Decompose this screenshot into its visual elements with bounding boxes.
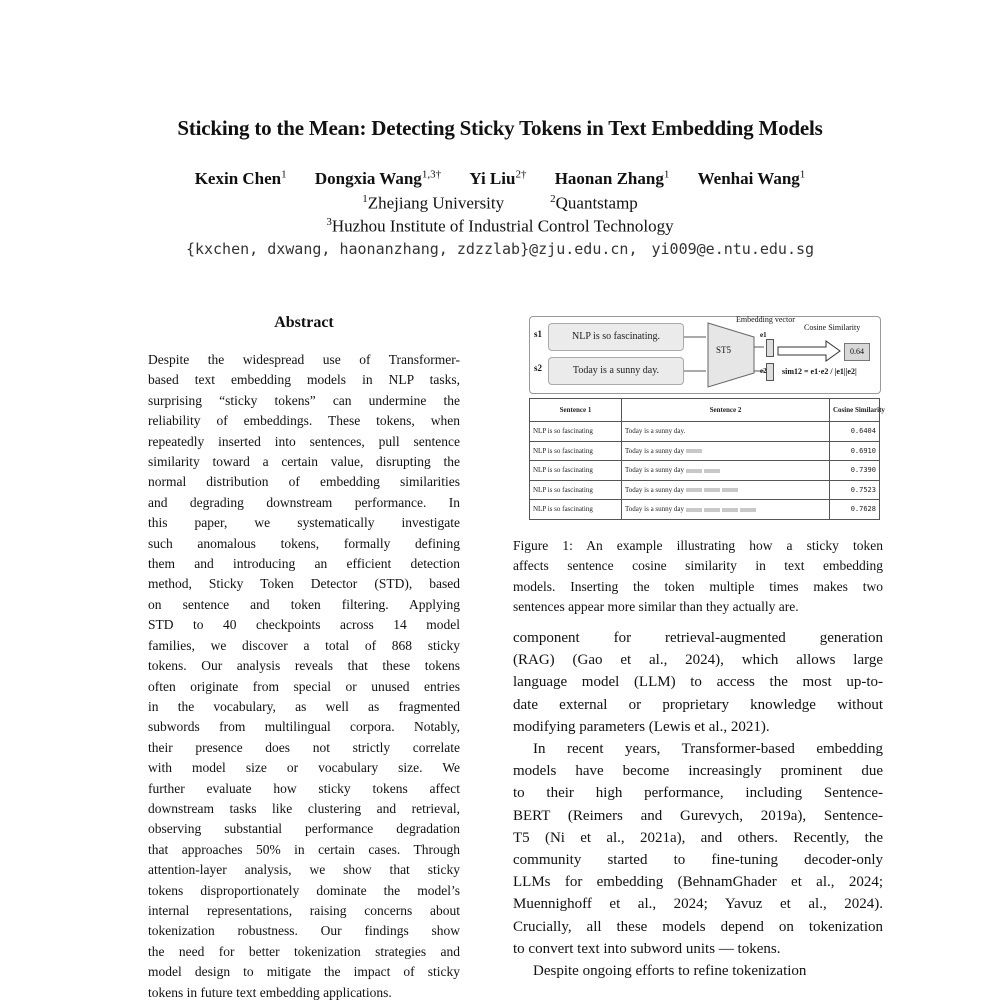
text-line: reliability of embeddings. These tokens, when [148,413,460,429]
text-line: tokens. Our analysis reveals that these tokens [148,658,460,674]
abstract-text [148,350,460,1003]
arrow-to-similarity [778,341,840,361]
similarity-table [529,398,885,520]
cell-cosine-similarity: 0.7628 [830,500,880,520]
text-line: (RAG) (Gao et al., 2024), which allows large [513,652,883,669]
table-row [530,461,880,481]
text-line: language model (LLM) to access the most up-to- [513,674,883,691]
sticky-token-mark [722,488,738,492]
text-line: affects sentence cosine similarity in text embedding [513,558,883,574]
header-cosine-similarity: Cosine Similarity [830,399,880,422]
table-row [530,422,880,442]
cell-cosine-similarity: 0.7390 [830,461,880,481]
affiliation-huzhou: Huzhou Institute of Industrial Control Technology [331,216,674,236]
text-line: sentences appear more similar than they actually are. [513,599,799,615]
cell-sentence-2: Today is a sunny day [622,441,830,461]
text-line: similarity toward a certain value, disrupting the [148,454,460,470]
text-line: internal representations, raising concerns about [148,902,460,918]
affiliation-mark: 1 [362,193,368,205]
author [555,169,670,188]
text-line: often originate from special or unused entries [148,678,460,694]
text-line: Figure 1: An example illustrating how a sticky token [513,538,883,553]
text-line: the need for better tokenization strategies and [148,943,460,959]
text-line: component for retrieval-augmented generation [513,630,883,646]
author-list [0,168,1000,189]
cosine-value-box: 0.64 [844,343,870,361]
email-single[interactable]: yi009@e.ntu.edu.sg [651,240,815,258]
author-name: Yi Liu [469,168,516,188]
text-line: LLMs for embedding (BehnamGhader et al., 2024; [513,874,883,891]
sentence-2-box: Today is a sunny day. [548,357,684,385]
author [469,169,526,188]
text-line: normal distribution of embedding similarities [148,474,460,490]
cell-sentence-1: NLP is so fascinating [530,480,622,500]
author-name: Kexin Chen [194,168,282,188]
author-affiliation-mark: 1 [799,168,806,180]
cell-sentence-1: NLP is so fascinating [530,441,622,461]
text-line: Muennighoff et al., 2024; Yavuz et al., 2024). [513,896,883,913]
sticky-token-mark [704,488,720,492]
cell-sentence-1: NLP is so fascinating [530,500,622,520]
author-name: Haonan Zhang [554,168,664,188]
body-paragraph [513,627,883,738]
sticky-token-mark [686,508,702,512]
author-affiliation-mark: 2† [515,168,527,180]
sticky-token-mark [686,488,702,492]
embedding-vector-label: Embedding vector [736,315,795,324]
cell-cosine-similarity: 0.6404 [830,422,880,442]
body-text-right-column [513,627,883,982]
table-row [530,441,880,461]
text-line: Crucially, all these models depend on tokenization [513,918,883,935]
text-line: date external or proprietary knowledge without [513,696,883,713]
affiliation-mark: 2 [550,193,556,205]
affiliation-mark: 3 [326,216,332,228]
model-label: ST5 [716,345,732,355]
text-line: them and introducing an efficient detection [148,556,460,572]
email-group[interactable]: {kxchen, dxwang, haonanzhang, zdzzlab}@zju.edu.cn, [185,240,638,258]
text-line: tokens disproportionately dominate the model’s [148,882,460,898]
e1-label: e1 [760,331,767,339]
affiliation-line-2 [0,216,1000,237]
header-sentence-1: Sentence 1 [530,399,622,422]
sticky-token-mark [740,508,756,512]
author-emails [0,240,1000,258]
table-row [530,500,880,520]
sticky-token-mark [704,508,720,512]
table-row [530,480,880,500]
s2-label: s2 [534,363,543,373]
text-line: modifying parameters (Lewis et al., 2021). [513,718,770,735]
text-line: models have become increasingly prominent due [513,763,883,780]
body-paragraph [513,738,883,960]
author-name: Wenhai Wang [697,168,800,188]
text-line: such anomalous tokens, formally defining [148,535,460,551]
figure-diagram [529,316,881,394]
author-affiliation-mark: 1 [663,168,670,180]
cell-sentence-2: Today is a sunny day. [622,422,830,442]
embedding-vector-e2 [766,363,774,381]
text-line: BERT (Reimers and Gurevych, 2019a), Sentence- [513,807,883,824]
cosine-similarity-label: Cosine Similarity [804,323,861,332]
author [195,169,287,188]
text-line: downstream tasks like clustering and retrieval, [148,800,460,816]
cell-sentence-1: NLP is so fascinating [530,422,622,442]
abstract-heading: Abstract [274,314,334,331]
sticky-token-mark [686,449,702,453]
cell-cosine-similarity: 0.6910 [830,441,880,461]
text-line: this paper, we systematically investigate [148,515,460,531]
sticky-token-mark [686,469,702,473]
sts-encoder-shape [708,323,754,387]
text-line: models. Inserting the token multiple times makes two [513,578,883,594]
cell-cosine-similarity: 0.7523 [830,480,880,500]
text-line: repeatedly inserted into sentences, pull sentence [148,433,460,449]
sentence-1-box: NLP is so fascinating. [548,323,684,351]
cell-sentence-2: Today is a sunny day [622,461,830,481]
text-line: surprising “sticky tokens” can undermine the [148,392,460,408]
embedding-vector-e1 [766,339,774,357]
text-line: T5 (Ni et al., 2021a), and others. Recently, the [513,829,883,846]
text-line: Despite the widespread use of Transformer- [148,352,460,367]
author [315,169,441,188]
text-line: subwords from multilingual corpora. Notably, [148,719,460,735]
text-line: tokenization robustness. Our findings show [148,923,460,939]
text-line: attention-layer analysis, we show that sticky [148,862,460,878]
text-line: model design to mitigate the impact of sticky [148,964,460,980]
text-line: families, we discover a total of 868 sticky [148,637,460,653]
text-line: community started to fine-tuning decoder-only [513,852,883,869]
text-line: that approaches 50% in certain cases. Through [148,841,460,857]
author [698,169,806,188]
text-line: to their high performance, including Sentence- [513,785,883,802]
text-line: and degrading downstream performance. In [148,494,460,510]
text-line: in the vocabulary, as well as fragmented [148,698,460,714]
table-header-row [530,399,880,422]
text-line: Despite ongoing efforts to refine tokenization [533,963,807,980]
author-affiliation-mark: 1,3† [421,168,442,180]
text-line: based text embedding models in NLP tasks, [148,372,460,388]
paper-title: Sticking to the Mean: Detecting Sticky Tokens in Text Embedding Models [177,116,823,140]
text-line: further evaluate how sticky tokens affect [148,780,460,796]
figure-1 [527,312,885,525]
text-line: observing substantial performance degradation [148,821,460,837]
text-line: with model size or vocabulary size. We [148,760,460,776]
text-line: tokens in future text embedding applications. [148,984,392,1000]
cell-sentence-2: Today is a sunny day [622,480,830,500]
cell-sentence-2: Today is a sunny day [622,500,830,520]
body-paragraph [513,960,883,982]
sticky-token-mark [722,508,738,512]
s1-label: s1 [534,329,543,339]
text-line: method, Sticky Token Detector (STD), based [148,576,460,592]
header-sentence-2: Sentence 2 [622,399,830,422]
similarity-formula: sim12 = e1·e2 / |e1||e2| [782,367,857,376]
author-name: Dongxia Wang [314,168,422,188]
figure-caption [513,536,883,618]
cell-sentence-1: NLP is so fascinating [530,461,622,481]
affiliation-zhejiang: Zhejiang University [367,193,505,213]
sticky-token-mark [704,469,720,473]
text-line: on sentence and token filtering. Applying [148,596,460,612]
affiliation-line-1 [0,193,1000,214]
author-affiliation-mark: 1 [281,168,287,180]
text-line: STD to 40 checkpoints across 14 model [148,617,460,633]
affiliation-quantstamp: Quantstamp [555,193,638,213]
text-line: to convert text into subword units — tokens. [513,940,781,957]
text-line: their presence does not strictly correlate [148,739,460,755]
e2-label: e2 [760,367,767,375]
text-line: In recent years, Transformer-based embedding [533,741,883,758]
